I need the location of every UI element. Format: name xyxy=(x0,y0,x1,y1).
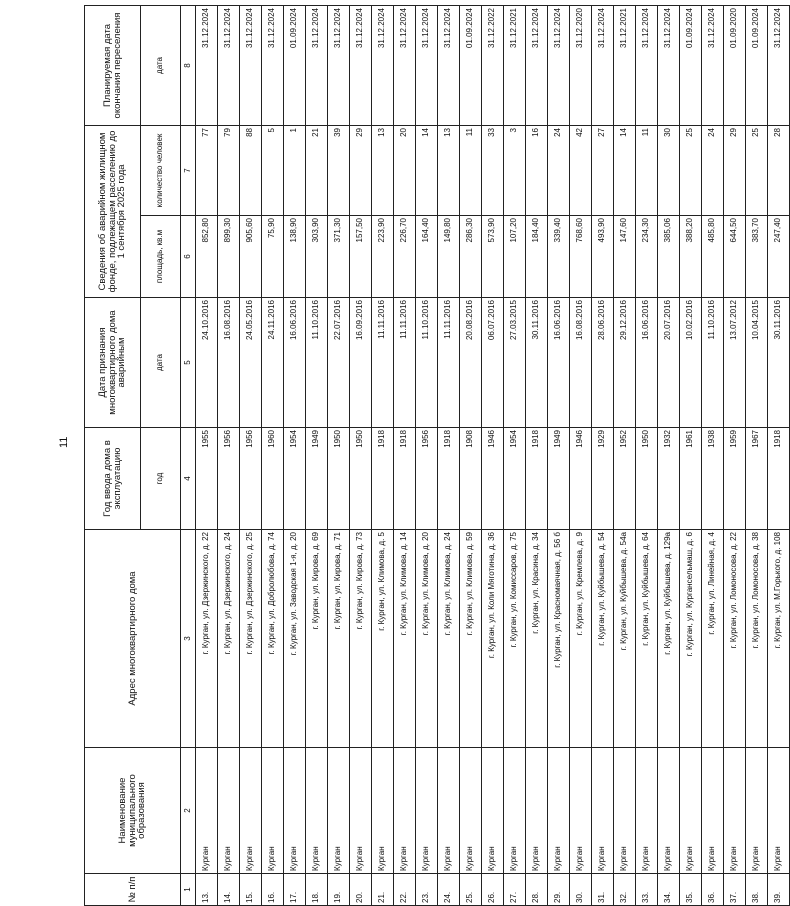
cell-year: 1956 xyxy=(240,428,262,530)
cell-number: 34. xyxy=(658,874,680,906)
column-number-cell: 2 xyxy=(181,748,196,874)
table-row xyxy=(592,5,614,905)
cell-end-date: 31.12.2024 xyxy=(372,5,394,125)
cell-number: 29. xyxy=(548,874,570,906)
cell-people: 79 xyxy=(218,125,240,215)
cell-emergency-date: 16.06.2016 xyxy=(548,298,570,428)
cell-emergency-date: 16.08.2016 xyxy=(218,298,240,428)
cell-end-date: 31.12.2024 xyxy=(328,5,350,125)
cell-people: 13 xyxy=(372,125,394,215)
cell-address: г. Курган, ул. Климова, д. 20 xyxy=(416,530,438,748)
header-emergency-fund: Сведения об аварийном жилищном фонде, подлежащем расселению до 1 сентября 2025 года xyxy=(85,125,141,297)
cell-number: 38. xyxy=(746,874,768,906)
cell-end-date: 31.12.2024 xyxy=(526,5,548,125)
cell-year: 1952 xyxy=(614,428,636,530)
cell-municipality: Курган xyxy=(394,748,416,874)
cell-municipality: Курган xyxy=(372,748,394,874)
header-address: Адрес многоквартирного дома xyxy=(85,530,181,748)
cell-people: 88 xyxy=(240,125,262,215)
cell-emergency-date: 28.06.2016 xyxy=(592,298,614,428)
cell-end-date: 31.12.2021 xyxy=(614,5,636,125)
cell-address: г. Курган, ул. Кирова, д. 69 xyxy=(306,530,328,748)
cell-emergency-date: 10.04.2015 xyxy=(746,298,768,428)
cell-people: 24 xyxy=(548,125,570,215)
cell-year: 1954 xyxy=(284,428,306,530)
cell-address: г. Курган, ул. Климова, д. 24 xyxy=(438,530,460,748)
cell-address: г. Курган, ул. Кремлева, д. 9 xyxy=(570,530,592,748)
table-row xyxy=(724,5,746,905)
cell-end-date: 31.12.2024 xyxy=(240,5,262,125)
cell-emergency-date: 16.06.2016 xyxy=(284,298,306,428)
cell-end-date: 01.09.2020 xyxy=(724,5,746,125)
cell-address: г. Курган, ул. Дзержинского, д. 24 xyxy=(218,530,240,748)
cell-area: 107,20 xyxy=(504,216,526,298)
table-row xyxy=(680,5,702,905)
cell-municipality: Курган xyxy=(526,748,548,874)
cell-emergency-date: 30.11.2016 xyxy=(526,298,548,428)
cell-number: 31. xyxy=(592,874,614,906)
cell-people: 29 xyxy=(724,125,746,215)
cell-area: 768,60 xyxy=(570,216,592,298)
cell-area: 339,40 xyxy=(548,216,570,298)
table-row xyxy=(504,5,526,905)
cell-number: 25. xyxy=(460,874,482,906)
cell-end-date: 31.12.2024 xyxy=(636,5,658,125)
cell-people: 77 xyxy=(196,125,218,215)
cell-end-date: 31.12.2024 xyxy=(592,5,614,125)
cell-number: 37. xyxy=(724,874,746,906)
page-number: 11 xyxy=(58,436,70,448)
cell-year: 1955 xyxy=(196,428,218,530)
cell-emergency-date: 13.07.2012 xyxy=(724,298,746,428)
cell-municipality: Курган xyxy=(702,748,724,874)
cell-address: г. Курган, ул. М.Горького, д. 108 xyxy=(768,530,790,748)
column-number-cell: 7 xyxy=(181,125,196,215)
cell-area: 75,90 xyxy=(262,216,284,298)
cell-number: 32. xyxy=(614,874,636,906)
cell-number: 18. xyxy=(306,874,328,906)
table-row xyxy=(394,5,416,905)
column-number-cell: 4 xyxy=(181,428,196,530)
table-row xyxy=(482,5,504,905)
cell-municipality: Курган xyxy=(284,748,306,874)
cell-number: 16. xyxy=(262,874,284,906)
cell-address: г. Курган, ул. Куйбышева, д. 129а xyxy=(658,530,680,748)
cell-municipality: Курган xyxy=(416,748,438,874)
cell-end-date: 31.12.2024 xyxy=(218,5,240,125)
cell-end-date: 31.12.2024 xyxy=(658,5,680,125)
cell-emergency-date: 16.09.2016 xyxy=(350,298,372,428)
cell-emergency-date: 11.11.2016 xyxy=(372,298,394,428)
cell-municipality: Курган xyxy=(328,748,350,874)
cell-municipality: Курган xyxy=(614,748,636,874)
cell-municipality: Курган xyxy=(636,748,658,874)
cell-year: 1932 xyxy=(658,428,680,530)
cell-emergency-date: 20.08.2016 xyxy=(460,298,482,428)
cell-municipality: Курган xyxy=(262,748,284,874)
cell-number: 28. xyxy=(526,874,548,906)
cell-year: 1956 xyxy=(218,428,240,530)
column-number-cell: 6 xyxy=(181,216,196,298)
cell-people: 11 xyxy=(460,125,482,215)
cell-address: г. Курган, ул. Комиссаров, д. 75 xyxy=(504,530,526,748)
cell-end-date: 01.09.2024 xyxy=(746,5,768,125)
cell-people: 1 xyxy=(284,125,306,215)
header-emergency-date: Дата признания многоквартирного дома аварийным xyxy=(85,298,141,428)
cell-people: 13 xyxy=(438,125,460,215)
cell-municipality: Курган xyxy=(306,748,328,874)
cell-number: 36. xyxy=(702,874,724,906)
cell-number: 14. xyxy=(218,874,240,906)
cell-address: г. Курган, ул. Ломоносова, д. 22 xyxy=(724,530,746,748)
column-number-cell: 3 xyxy=(181,530,196,748)
cell-emergency-date: 16.06.2016 xyxy=(636,298,658,428)
cell-people: 16 xyxy=(526,125,548,215)
rotated-table-wrapper xyxy=(84,6,783,906)
table-row xyxy=(218,5,240,905)
cell-end-date: 31.12.2020 xyxy=(570,5,592,125)
cell-number: 20. xyxy=(350,874,372,906)
cell-area: 371,30 xyxy=(328,216,350,298)
subheader-end-date: дата xyxy=(141,5,181,125)
table-row xyxy=(196,5,218,905)
table-row xyxy=(570,5,592,905)
cell-municipality: Курган xyxy=(768,748,790,874)
cell-emergency-date: 24.10.2016 xyxy=(196,298,218,428)
cell-address: г. Курган, ул. Куйбышева, д. 54а xyxy=(614,530,636,748)
cell-area: 485,80 xyxy=(702,216,724,298)
column-number-cell: 5 xyxy=(181,298,196,428)
cell-people: 5 xyxy=(262,125,284,215)
cell-number: 21. xyxy=(372,874,394,906)
cell-number: 15. xyxy=(240,874,262,906)
cell-emergency-date: 29.12.2016 xyxy=(614,298,636,428)
cell-address: г. Курган, ул. Дзержинского, д. 25 xyxy=(240,530,262,748)
cell-emergency-date: 30.11.2016 xyxy=(768,298,790,428)
cell-area: 149,80 xyxy=(438,216,460,298)
cell-address: г. Курган, ул. Добролюбова, д. 74 xyxy=(262,530,284,748)
cell-emergency-date: 27.03.2015 xyxy=(504,298,526,428)
cell-emergency-date: 24.05.2016 xyxy=(240,298,262,428)
cell-people: 28 xyxy=(768,125,790,215)
table-row xyxy=(636,5,658,905)
cell-people: 33 xyxy=(482,125,504,215)
column-number-row xyxy=(181,5,196,905)
cell-people: 14 xyxy=(416,125,438,215)
table-row xyxy=(746,5,768,905)
cell-end-date: 31.12.2024 xyxy=(394,5,416,125)
cell-year: 1959 xyxy=(724,428,746,530)
cell-year: 1949 xyxy=(548,428,570,530)
cell-municipality: Курган xyxy=(482,748,504,874)
cell-end-date: 01.09.2024 xyxy=(284,5,306,125)
cell-address: г. Курган, ул. Климова, д. 14 xyxy=(394,530,416,748)
cell-area: 899,30 xyxy=(218,216,240,298)
table-row xyxy=(262,5,284,905)
cell-people: 3 xyxy=(504,125,526,215)
cell-address: г. Курган, ул. Линейная, д. 4 xyxy=(702,530,724,748)
cell-area: 184,40 xyxy=(526,216,548,298)
cell-end-date: 31.12.2024 xyxy=(548,5,570,125)
cell-number: 39. xyxy=(768,874,790,906)
cell-area: 905,60 xyxy=(240,216,262,298)
cell-number: 23. xyxy=(416,874,438,906)
cell-address: г. Курган, ул. Кирова, д. 71 xyxy=(328,530,350,748)
cell-municipality: Курган xyxy=(196,748,218,874)
cell-area: 852,80 xyxy=(196,216,218,298)
cell-area: 247,40 xyxy=(768,216,790,298)
cell-emergency-date: 06.07.2016 xyxy=(482,298,504,428)
table-row xyxy=(438,5,460,905)
cell-year: 1950 xyxy=(328,428,350,530)
cell-number: 13. xyxy=(196,874,218,906)
cell-year: 1929 xyxy=(592,428,614,530)
subheader-area: площадь, кв.м xyxy=(141,216,181,298)
cell-area: 223,90 xyxy=(372,216,394,298)
cell-people: 14 xyxy=(614,125,636,215)
cell-end-date: 01.09.2024 xyxy=(460,5,482,125)
table-row xyxy=(460,5,482,905)
cell-year: 1950 xyxy=(350,428,372,530)
cell-year: 1938 xyxy=(702,428,724,530)
cell-year: 1918 xyxy=(372,428,394,530)
cell-number: 26. xyxy=(482,874,504,906)
cell-number: 35. xyxy=(680,874,702,906)
cell-emergency-date: 11.10.2016 xyxy=(702,298,724,428)
table-row xyxy=(328,5,350,905)
cell-people: 29 xyxy=(350,125,372,215)
cell-year: 1918 xyxy=(438,428,460,530)
header-year-commission: Год ввода дома в эксплуатацию xyxy=(85,428,141,530)
document-page xyxy=(84,6,783,906)
cell-people: 27 xyxy=(592,125,614,215)
cell-address: г. Курган, ул. Красномаячная, д. 56 б xyxy=(548,530,570,748)
cell-people: 39 xyxy=(328,125,350,215)
cell-end-date: 31.12.2024 xyxy=(768,5,790,125)
cell-municipality: Курган xyxy=(724,748,746,874)
cell-emergency-date: 11.11.2016 xyxy=(394,298,416,428)
cell-people: 20 xyxy=(394,125,416,215)
cell-people: 21 xyxy=(306,125,328,215)
cell-year: 1950 xyxy=(636,428,658,530)
cell-number: 22. xyxy=(394,874,416,906)
cell-year: 1918 xyxy=(526,428,548,530)
column-number-cell: 8 xyxy=(181,5,196,125)
cell-people: 25 xyxy=(680,125,702,215)
table-row xyxy=(658,5,680,905)
cell-address: г. Курган, ул. Климова, д. 59 xyxy=(460,530,482,748)
cell-emergency-date: 22.07.2016 xyxy=(328,298,350,428)
cell-municipality: Курган xyxy=(240,748,262,874)
cell-address: г. Курган, ул. Кургансельмаш, д. 6 xyxy=(680,530,702,748)
cell-municipality: Курган xyxy=(548,748,570,874)
cell-year: 1918 xyxy=(768,428,790,530)
cell-end-date: 31.12.2024 xyxy=(262,5,284,125)
cell-area: 493,90 xyxy=(592,216,614,298)
cell-address: г. Курган, ул. Климова, д. 5 xyxy=(372,530,394,748)
cell-year: 1946 xyxy=(482,428,504,530)
cell-number: 19. xyxy=(328,874,350,906)
cell-end-date: 31.12.2024 xyxy=(350,5,372,125)
table-row xyxy=(548,5,570,905)
table-row xyxy=(614,5,636,905)
cell-area: 385,06 xyxy=(658,216,680,298)
header-number: № п/п xyxy=(85,874,181,906)
table-row xyxy=(526,5,548,905)
header-planned-end: Планируемая дата окончания переселения xyxy=(85,5,141,125)
cell-end-date: 31.12.2022 xyxy=(482,5,504,125)
cell-year: 1918 xyxy=(394,428,416,530)
cell-address: г. Курган, ул. Красина, д. 34 xyxy=(526,530,548,748)
cell-area: 138,90 xyxy=(284,216,306,298)
cell-area: 573,90 xyxy=(482,216,504,298)
cell-number: 33. xyxy=(636,874,658,906)
table-row xyxy=(372,5,394,905)
cell-municipality: Курган xyxy=(438,748,460,874)
emergency-housing-table xyxy=(84,5,790,906)
cell-area: 147,60 xyxy=(614,216,636,298)
cell-end-date: 31.12.2024 xyxy=(306,5,328,125)
cell-emergency-date: 24.11.2016 xyxy=(262,298,284,428)
cell-address: г. Курган, ул. Ломоносова, д. 38 xyxy=(746,530,768,748)
subheader-people: количество человек xyxy=(141,125,181,215)
cell-municipality: Курган xyxy=(746,748,768,874)
column-number-cell: 1 xyxy=(181,874,196,906)
cell-area: 286,30 xyxy=(460,216,482,298)
table-row xyxy=(768,5,790,905)
cell-municipality: Курган xyxy=(460,748,482,874)
cell-address: г. Курган, ул. Куйбышева, д. 54 xyxy=(592,530,614,748)
cell-emergency-date: 20.07.2016 xyxy=(658,298,680,428)
cell-area: 303,90 xyxy=(306,216,328,298)
cell-address: г. Курган, ул. Коли Мяготина, д. 36 xyxy=(482,530,504,748)
cell-year: 1956 xyxy=(416,428,438,530)
cell-number: 27. xyxy=(504,874,526,906)
cell-people: 30 xyxy=(658,125,680,215)
cell-end-date: 31.12.2024 xyxy=(196,5,218,125)
cell-end-date: 01.09.2024 xyxy=(680,5,702,125)
cell-people: 25 xyxy=(746,125,768,215)
cell-area: 644,50 xyxy=(724,216,746,298)
cell-year: 1954 xyxy=(504,428,526,530)
cell-municipality: Курган xyxy=(680,748,702,874)
cell-area: 157,50 xyxy=(350,216,372,298)
table-row xyxy=(240,5,262,905)
table-body xyxy=(196,5,790,905)
cell-year: 1967 xyxy=(746,428,768,530)
cell-municipality: Курган xyxy=(350,748,372,874)
cell-municipality: Курган xyxy=(218,748,240,874)
cell-year: 1960 xyxy=(262,428,284,530)
cell-area: 226,70 xyxy=(394,216,416,298)
cell-address: г. Курган, ул. Дзержинского, д. 22 xyxy=(196,530,218,748)
cell-people: 11 xyxy=(636,125,658,215)
cell-emergency-date: 11.10.2016 xyxy=(306,298,328,428)
cell-end-date: 31.12.2021 xyxy=(504,5,526,125)
table-row xyxy=(702,5,724,905)
cell-municipality: Курган xyxy=(504,748,526,874)
header-municipality: Наименование муниципального образования xyxy=(85,748,181,874)
cell-municipality: Курган xyxy=(592,748,614,874)
cell-emergency-date: 10.02.2016 xyxy=(680,298,702,428)
cell-number: 17. xyxy=(284,874,306,906)
table-row xyxy=(416,5,438,905)
cell-area: 234,30 xyxy=(636,216,658,298)
cell-year: 1961 xyxy=(680,428,702,530)
cell-people: 42 xyxy=(570,125,592,215)
cell-emergency-date: 16.08.2016 xyxy=(570,298,592,428)
cell-number: 30. xyxy=(570,874,592,906)
cell-end-date: 31.12.2024 xyxy=(702,5,724,125)
cell-emergency-date: 11.11.2016 xyxy=(438,298,460,428)
cell-year: 1908 xyxy=(460,428,482,530)
cell-municipality: Курган xyxy=(658,748,680,874)
cell-year: 1946 xyxy=(570,428,592,530)
table-row xyxy=(350,5,372,905)
subheader-year: год xyxy=(141,428,181,530)
cell-municipality: Курган xyxy=(570,748,592,874)
cell-address: г. Курган, ул. Куйбышева, д. 64 xyxy=(636,530,658,748)
table-row xyxy=(284,5,306,905)
cell-year: 1949 xyxy=(306,428,328,530)
cell-number: 24. xyxy=(438,874,460,906)
cell-emergency-date: 11.10.2016 xyxy=(416,298,438,428)
cell-address: г. Курган, ул. Кирова, д. 73 xyxy=(350,530,372,748)
cell-address: г. Курган, ул. Заводская 1-я, д. 20 xyxy=(284,530,306,748)
cell-area: 164,40 xyxy=(416,216,438,298)
cell-end-date: 31.12.2024 xyxy=(416,5,438,125)
cell-people: 24 xyxy=(702,125,724,215)
cell-area: 388,20 xyxy=(680,216,702,298)
cell-area: 383,70 xyxy=(746,216,768,298)
table-row xyxy=(306,5,328,905)
subheader-date: дата xyxy=(141,298,181,428)
cell-end-date: 31.12.2024 xyxy=(438,5,460,125)
